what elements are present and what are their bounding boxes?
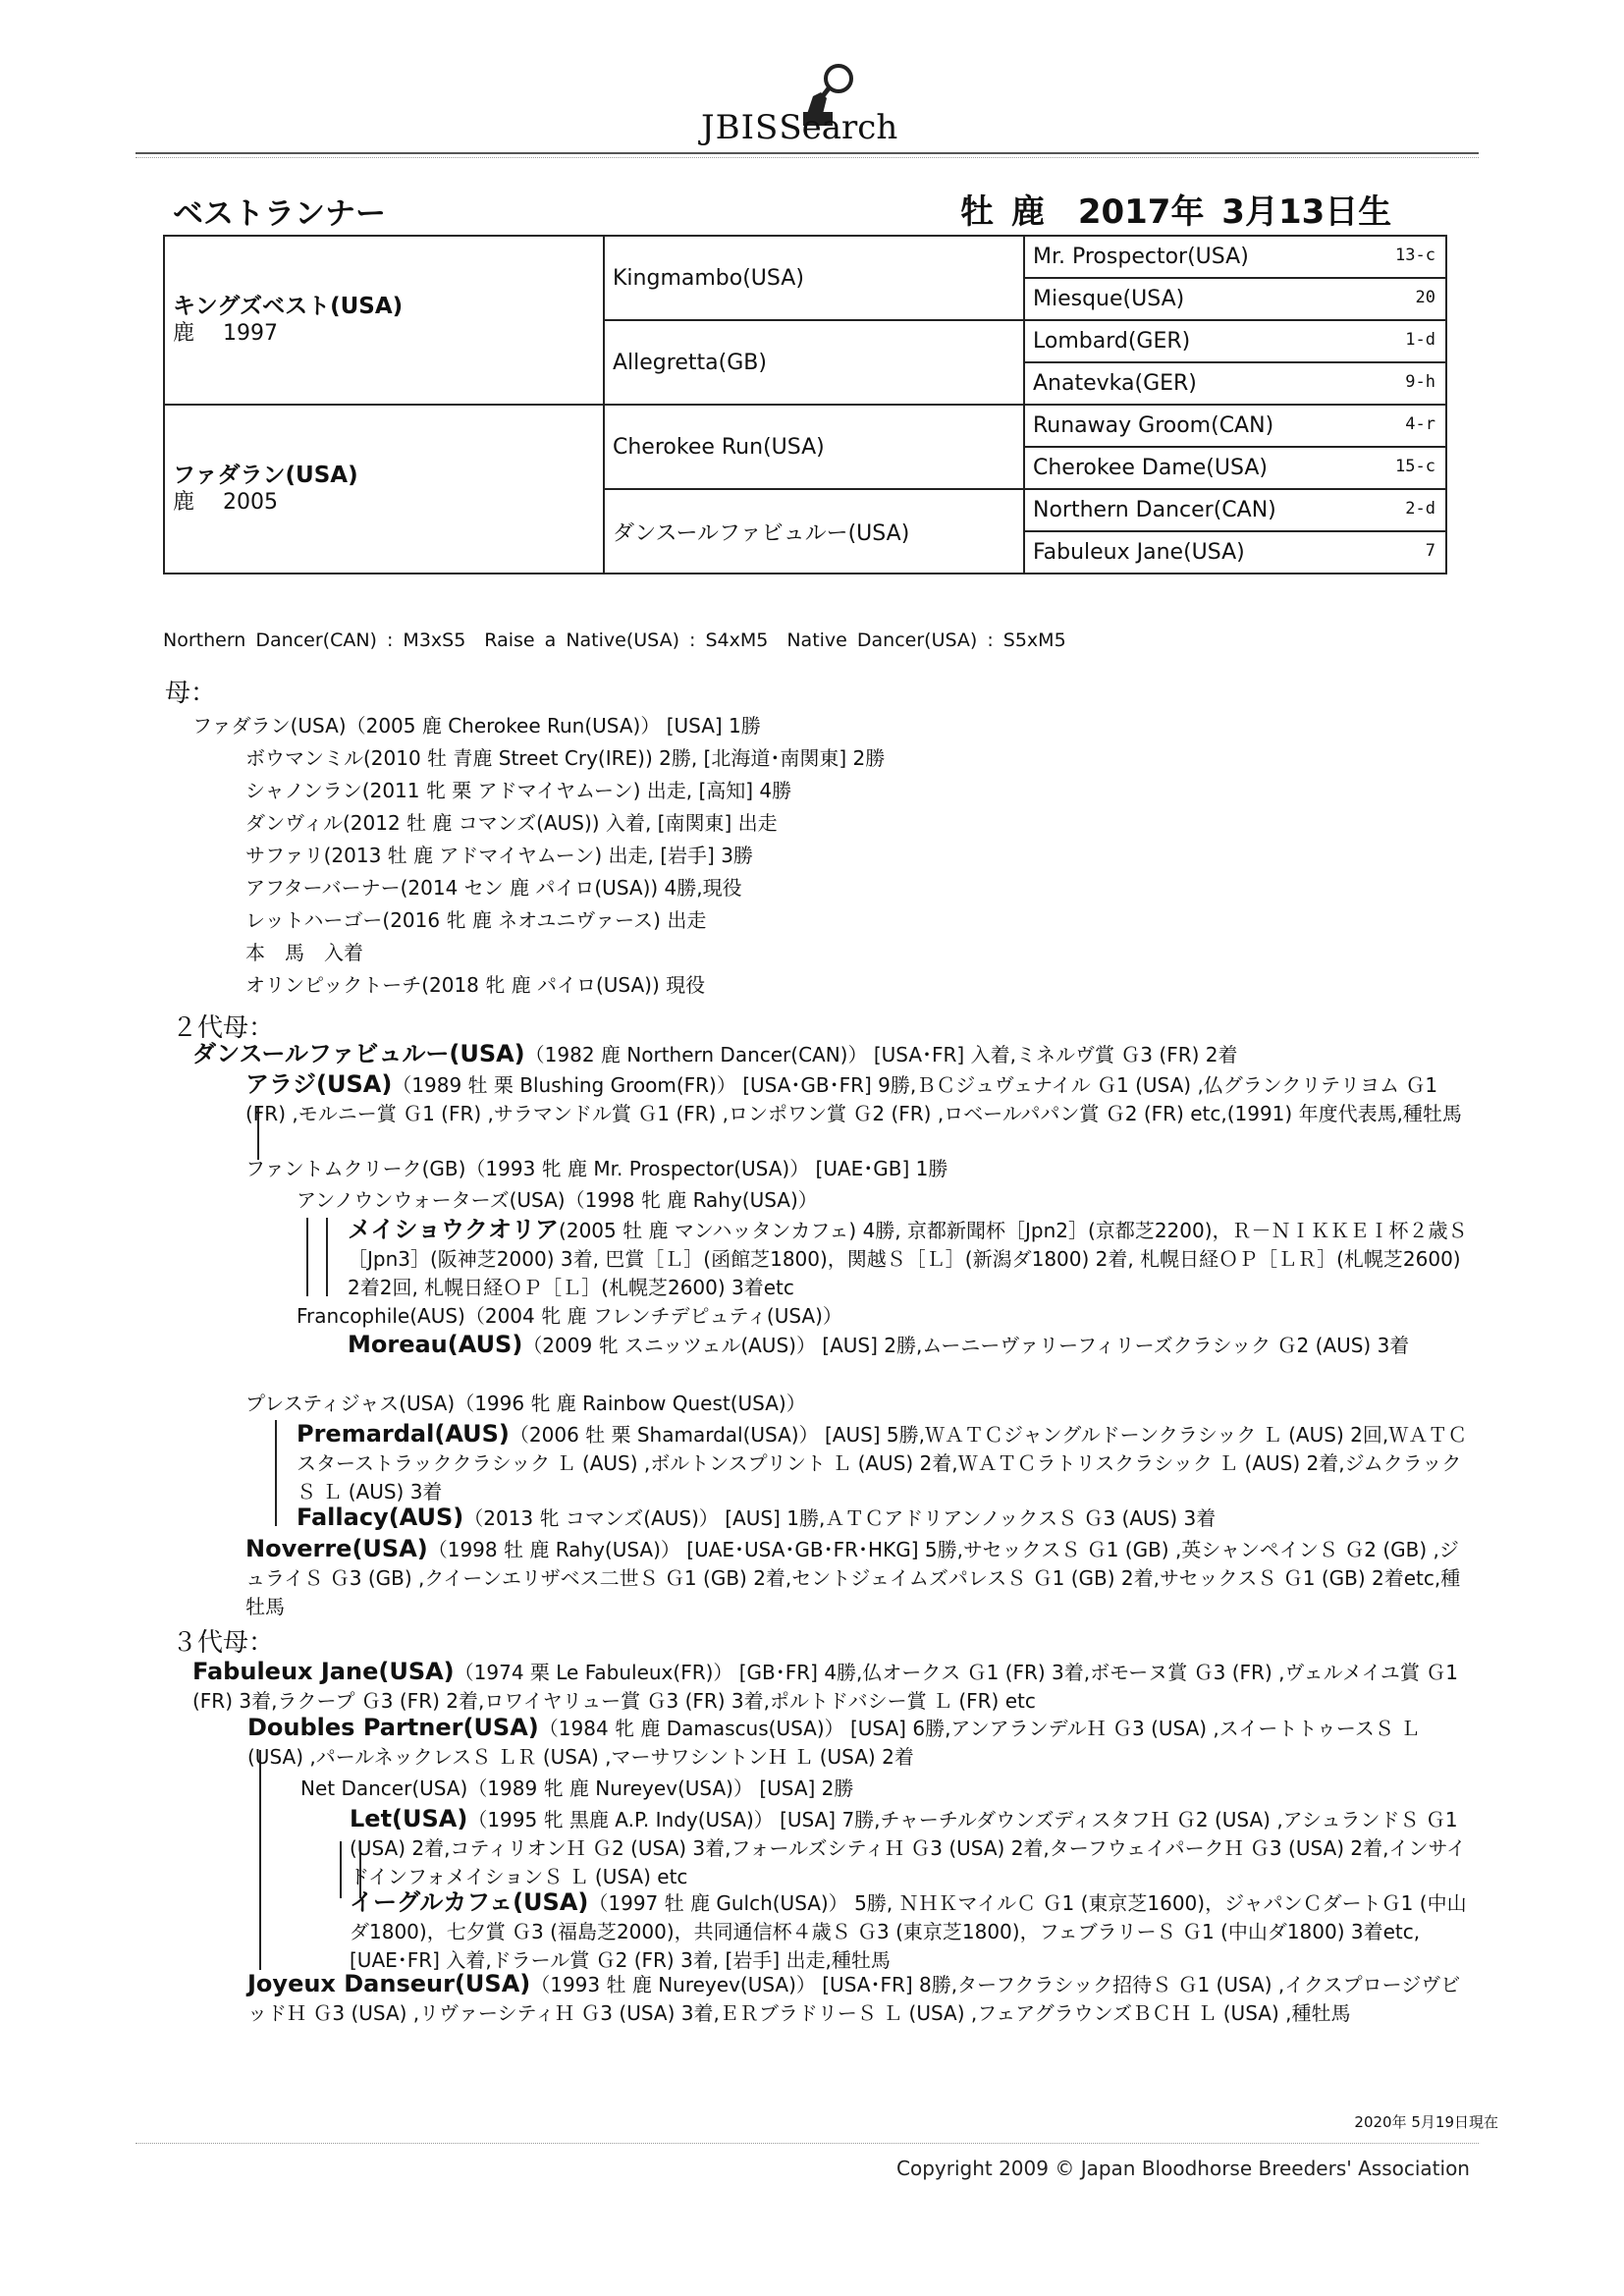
copyright: Copyright 2009 © Japan Bloodhorse Breeders' Association [896, 2157, 1470, 2180]
section-g3dam: ３代母： [172, 1628, 275, 1658]
sire-name: キングズベスト(USA) [173, 294, 404, 319]
noverre-entry: Noverre(USA)（1998 牡 鹿 Rahy(USA)） [UAE･USA･GB･FR･HKG] 5勝,サセックスＳ Ｇ1 (GB) ,英シャンペインＳ Ｇ2 (GB) ,ジュライＳ Ｇ3 (GB) ,クイーンエリザベス二世Ｓ Ｇ1 (GB) 2着,セントジェイムズパレスＳ Ｇ1 (GB) 2着,サセックスＳ Ｇ1 (GB) 2着etc,種牡馬 [245, 1535, 1461, 1618]
foal-line: ボウマンミル(2010 牡 青鹿 Street Cry(IRE)) 2勝, [北海道･南関東] 2勝 [245, 746, 886, 770]
foal-line: アフターバーナー(2014 セン 鹿 パイロ(USA)) 4勝,現役 [245, 876, 742, 900]
horse-info: 牡 鹿 2017年 3月13日生 [960, 192, 1392, 232]
logo-text-search: Search [779, 108, 898, 147]
pedigree-g3: Anatevka(GER) 9-h [1024, 362, 1446, 405]
dam-name: ファダラン(USA) [173, 463, 358, 488]
joyeux-entry: Joyeux Danseur(USA)（1993 牡 鹿 Nureyev(USA)） [USA･FR] 8勝,ターフクラシック招待Ｓ Ｇ1 (USA) ,イクスプロージヴビッドＨ Ｇ3 (USA) ,リヴァーシティＨ Ｇ3 (USA) 3着,ＥＲブラドリーＳ Ｌ (USA) ,フェアグラウンズＢＣＨ Ｌ (USA) ,種牡馬 [247, 1970, 1461, 2025]
logo-text-jbis: JBIS [701, 108, 780, 147]
header-divider-dotted [135, 157, 1479, 158]
branch-bar [275, 1420, 277, 1526]
netdancer-line: Net Dancer(USA)（1989 牝 鹿 Nureyev(USA)） [USA] 2勝 [300, 1777, 854, 1800]
pedigree-table [163, 235, 1447, 574]
foal-line: ダンヴィル(2012 牡 鹿 コマンズ(AUS)) 入着, [南関東] 出走 [245, 811, 778, 835]
header-divider [135, 152, 1479, 154]
g2dam-head: ダンスールファビュルー(USA)（1982 鹿 Northern Dancer(CAN)） [USA･FR] 入着,ミネルヴ賞 Ｇ3 (FR) 2着 [192, 1040, 1238, 1067]
franco-line: Francophile(AUS)（2004 牝 鹿 フレンチデピュティ(USA)） [297, 1304, 842, 1328]
premardal-entry: Premardal(AUS)（2006 牡 栗 Shamardal(USA)） [AUS] 5勝,ＷＡＴＣジャングルドーンクラシック Ｌ (AUS) 2回,ＷＡＴＣスターストラッククラシック Ｌ (AUS) ,ボルトンスプリント Ｌ (AUS) 2着,ＷＡＴＣラトリスクラシック Ｌ (AUS) 2着,ジムクラックＳ Ｌ (AUS) 3着 [297, 1420, 1468, 1503]
announ-line: アンノウンウォーターズ(USA)（1998 牝 鹿 Rahy(USA)） [297, 1188, 818, 1212]
pedigree-g3: Miesque(USA) 20 [1024, 278, 1446, 320]
pedigree-g2: ダンスールファビュルー(USA) [604, 489, 1024, 574]
pedigree-g3: Lombard(GER) 1-d [1024, 320, 1446, 362]
pedigree-g3: Runaway Groom(CAN) 4-r [1024, 405, 1446, 447]
branch-bar [340, 1841, 342, 1898]
pedigree-g3: Northern Dancer(CAN) 2-d [1024, 489, 1446, 531]
pedigree-g2: Allegretta(GB) [604, 320, 1024, 405]
pedigree-g3: Fabuleux Jane(USA) 7 [1024, 531, 1446, 574]
branch-bar [259, 1750, 261, 1970]
inbreeding-note: Northern Dancer(CAN) : M3xS5 Raise a Native(USA) : S4xM5 Native Dancer(USA) : S5xM5 [163, 629, 1066, 651]
moreau-entry: Moreau(AUS)（2009 牝 スニッツェル(AUS)） [AUS] 2勝,ムーニーヴァリーフィリーズクラシック Ｇ2 (AUS) 3着 [348, 1331, 1410, 1358]
pedigree-g2: Kingmambo(USA) [604, 236, 1024, 320]
pedigree-g3: Cherokee Dame(USA) 15-c [1024, 447, 1446, 489]
foal-line: オリンピックトーチ(2018 牝 鹿 パイロ(USA)) 現役 [245, 973, 706, 997]
phantom-line: ファントムクリーク(GB)（1993 牝 鹿 Mr. Prospector(USA)） [UAE･GB] 1勝 [245, 1157, 948, 1180]
doubles-entry: Doubles Partner(USA)（1984 牝 鹿 Damascus(USA)） [USA] 6勝,アンアランデルＨ Ｇ3 (USA) ,スイートトゥースＳ Ｌ (USA) ,パールネックレスＳ ＬＲ (USA) ,マーサワシントンＨ Ｌ (USA) 2着 [247, 1714, 1421, 1769]
sire-cell [164, 236, 604, 405]
g3dam-head: Fabuleux Jane(USA)（1974 栗 Le Fabuleux(FR)） [GB･FR] 4勝,仏オークス Ｇ1 (FR) 3着,ボモーヌ賞 Ｇ3 (FR) ,ヴェルメイユ賞 Ｇ1 (FR) 3着,ラクープ Ｇ3 (FR) 2着,ロワイヤリュー賞 Ｇ3 (FR) 3着,ポルトドバシー賞 Ｌ (FR) etc [192, 1658, 1458, 1713]
pedigree-g2: Cherokee Run(USA) [604, 405, 1024, 489]
branch-bar [306, 1218, 308, 1296]
foal-line: 本 馬 入着 [245, 941, 363, 964]
as-of-date: 2020年 5月19日現在 [1354, 2113, 1498, 2131]
sire-detail: 鹿 1997 [173, 321, 278, 346]
foal-line: サファリ(2013 牡 鹿 アドマイヤムーン) 出走, [岩手] 3勝 [245, 844, 753, 867]
arazi-entry: アラジ(USA)（1989 牡 栗 Blushing Groom(FR)） [USA･GB･FR] 9勝,ＢＣジュヴェナイル Ｇ1 (USA) ,仏グランクリテリヨム Ｇ1 (FR) ,モルニー賞 Ｇ1 (FR) ,サラマンドル賞 Ｇ1 (FR) ,ロンポワン賞 Ｇ2 (FR) ,ロベールパパン賞 Ｇ2 (FR) etc,(1991) 年度代表馬,種牡馬 [245, 1070, 1462, 1125]
dam-detail: 鹿 2005 [173, 490, 278, 515]
meisho-entry: メイショウクオリア(2005 牡 鹿 マンハッタンカフェ) 4勝, 京都新聞杯［Jpn2］(京都芝2200)，Ｒ－ＮＩＫＫＥＩ杯２歳Ｓ［Jpn3］(阪神芝2000) 3着, 巴賞［Ｌ］(函館芝1800)，関越Ｓ［Ｌ］(新潟ダ1800) 2着, 札幌日経ＯＰ［ＬＲ］(札幌芝2600) 2着2回, 札幌日経ＯＰ［Ｌ］(札幌芝2600) 3着etc [348, 1216, 1468, 1299]
jbis-search-logo [687, 57, 943, 155]
section-dam: 母： [165, 679, 217, 708]
dam-cell [164, 405, 604, 574]
footer-divider [135, 2143, 1479, 2144]
presti-line: プレスティジャス(USA)（1996 牝 鹿 Rainbow Quest(USA)） [245, 1392, 806, 1415]
fallacy-entry: Fallacy(AUS)（2013 牝 コマンズ(AUS)） [AUS] 1勝,ＡＴＣアドリアンノックスＳ Ｇ3 (AUS) 3着 [297, 1503, 1217, 1531]
horse-name: ベストランナー [173, 196, 386, 232]
dam-head: ファダラン(USA)（2005 鹿 Cherokee Run(USA)） [USA] 1勝 [192, 714, 761, 738]
let-entry: Let(USA)（1995 牝 黒鹿 A.P. Indy(USA)） [USA] 7勝,チャーチルダウンズディスタフＨ Ｇ2 (USA) ,アシュランドＳ Ｇ1 (USA) 2着,コティリオンＨ Ｇ2 (USA) 3着,フォールズシティＨ Ｇ3 (USA) 2着,ターフウェイパークＨ Ｇ3 (USA) 2着,インサイドインフォメイションＳ Ｌ (USA) etc [350, 1805, 1467, 1888]
foal-line: レットハーゴー(2016 牝 鹿 ネオユニヴァース) 出走 [245, 908, 707, 932]
pedigree-g3: Mr. Prospector(USA) 13-c [1024, 236, 1446, 278]
section-g2dam: ２代母： [172, 1013, 275, 1043]
branch-bar [326, 1218, 328, 1296]
foal-line: シャノンラン(2011 牝 栗 アドマイヤムーン) 出走, [高知] 4勝 [245, 779, 792, 802]
eagle-entry: イーグルカフェ(USA)（1997 牡 鹿 Gulch(USA)） 5勝, ＮＨＫマイルＣ Ｇ1 (東京芝1600)，ジャパンＣダートＧ1 (中山ダ1800)，七夕賞 Ｇ3 (福島芝2000)，共同通信杯４歳Ｓ Ｇ3 (東京芝1800)，フェブラリーＳ Ｇ1 (中山ダ1800) 3着etc, [UAE･FR] 入着,ドラール賞 Ｇ2 (FR) 3着, [岩手] 出走,種牡馬 [350, 1888, 1467, 1972]
